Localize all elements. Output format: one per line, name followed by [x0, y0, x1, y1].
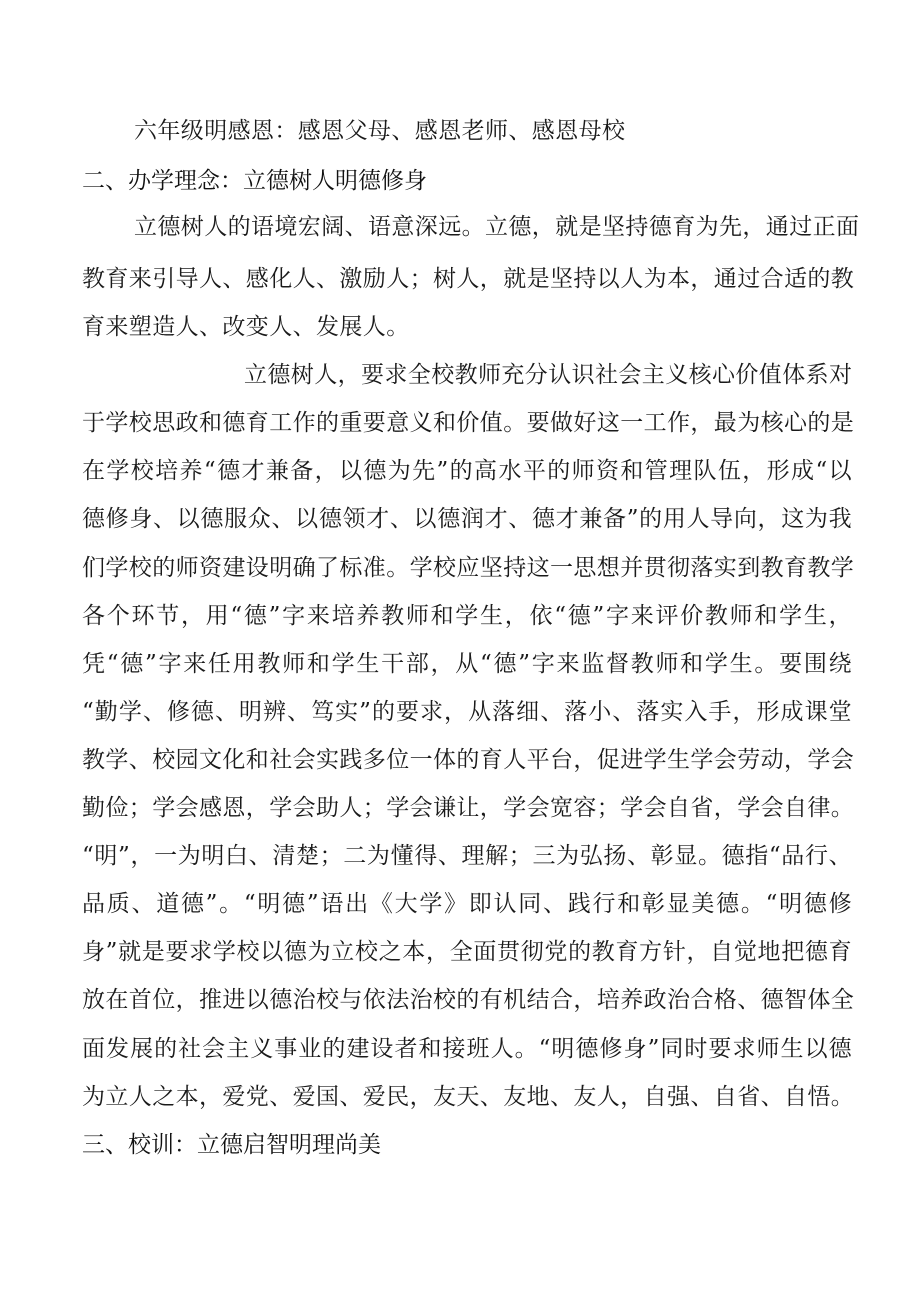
para2-line-2: 于学校思政和德育工作的重要意义和价值。要做好这一工作，最为核心的是 — [82, 410, 855, 436]
para2-line-1: 立德树人，要求全校教师充分认识社会主义核心价值体系对 — [244, 362, 853, 388]
para1-line-3: 育来塑造人、改变人、发展人。 — [82, 314, 410, 340]
intro-line: 六年级明感恩：感恩父母、感恩老师、感恩母校 — [134, 118, 626, 144]
para2-line-8: “勤学、修德、明辨、笃实”的要求，从落细、落小、落实入手，形成课堂 — [82, 699, 852, 725]
para2-line-10: 勤俭；学会感恩，学会助人；学会谦让，学会宽容；学会自省，学会自律。 — [82, 795, 855, 821]
para2-line-6: 各个环节，用“德”字来培养教师和学生，依“德”字来评价教师和学生， — [82, 603, 852, 629]
section-3-heading: 三、校训：立德启智明理尚美 — [82, 1132, 381, 1158]
para2-line-16: 为立人之本，爱党、爱国、爱民，友天、友地、友人，自强、自省、自悟。 — [82, 1084, 855, 1110]
para2-line-9: 教学、校园文化和社会实践多位一体的育人平台，促进学生学会劳动，学会 — [82, 747, 855, 773]
para1-line-2: 教育来引导人、感化人、激励人；树人，就是坚持以人为本，通过合适的教 — [82, 266, 855, 292]
para2-line-13: 身”就是要求学校以德为立校之本，全面贯彻党的教育方针，自觉地把德育 — [82, 939, 852, 965]
para2-line-15: 面发展的社会主义事业的建设者和接班人。“明德修身”同时要求师生以德 — [82, 1036, 852, 1062]
para2-line-4: 德修身、以德服众、以德领才、以德润才、德才兼备”的用人导向，这为我 — [82, 506, 852, 532]
para2-line-3: 在学校培养“德才兼备，以德为先”的高水平的师资和管理队伍，形成“以 — [82, 458, 852, 484]
para2-line-14: 放在首位，推进以德治校与依法治校的有机结合，培养政治合格、德智体全 — [82, 987, 855, 1013]
para1-line-1: 立德树人的语境宏阔、语意深远。立德，就是坚持德育为先，通过正面 — [134, 214, 860, 240]
para2-line-11: “明”，一为明白、清楚；二为懂得、理解；三为弘扬、彰显。德指“品行、 — [82, 843, 852, 869]
section-2-heading: 二、办学理念：立德树人明德修身 — [82, 168, 427, 194]
para2-line-5: 们学校的师资建设明确了标准。学校应坚持这一思想并贯彻落实到教育教学 — [82, 555, 855, 581]
para2-line-12: 品质、道德”。“明德”语出《大学》即认同、践行和彰显美德。“明德修 — [82, 891, 852, 917]
para2-line-7: 凭“德”字来任用教师和学生干部，从“德”字来监督教师和学生。要围绕 — [82, 651, 852, 677]
